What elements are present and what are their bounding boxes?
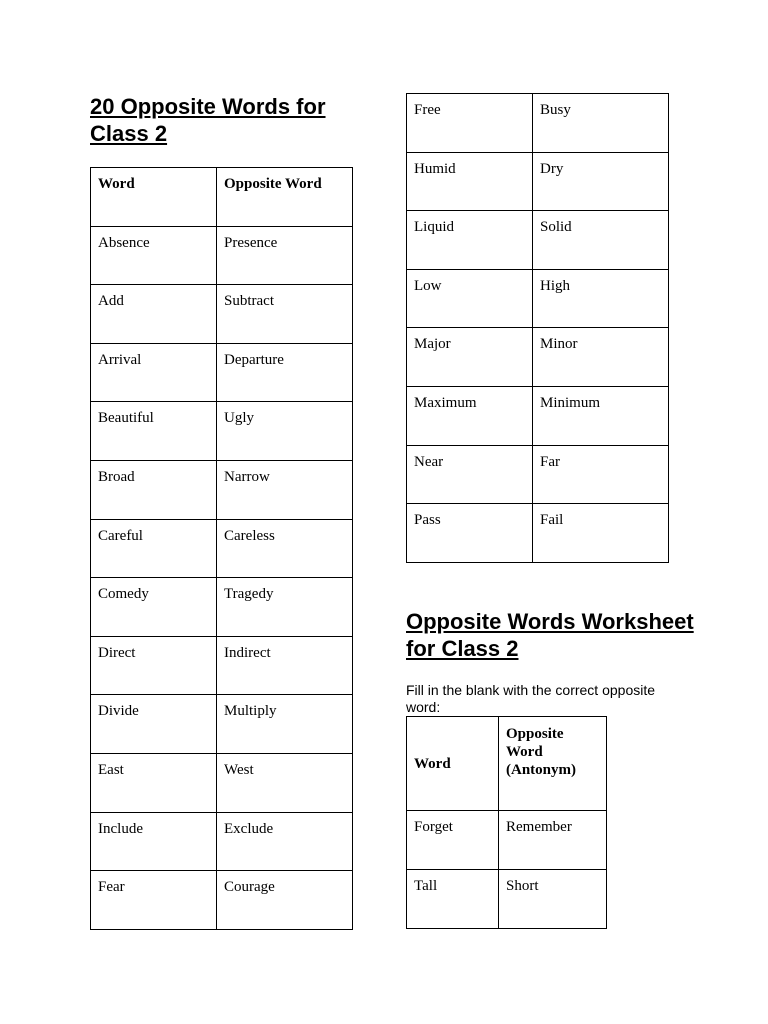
word-cell: Comedy xyxy=(91,578,217,637)
page-title: 20 Opposite Words for Class 2 xyxy=(90,94,326,146)
table-row xyxy=(407,504,669,563)
word-cell: Humid xyxy=(407,152,533,211)
word-cell: Free xyxy=(407,94,533,153)
table-row xyxy=(407,445,669,504)
opposite-cell: Tragedy xyxy=(217,578,353,637)
word-cell: Liquid xyxy=(407,211,533,270)
column-header-opposite: Opposite Word xyxy=(217,168,353,227)
table-row xyxy=(91,460,353,519)
table-row xyxy=(91,226,353,285)
table-row xyxy=(407,386,669,445)
table-row xyxy=(407,269,669,328)
table-row xyxy=(91,753,353,812)
column-header-word: Word xyxy=(407,717,499,811)
word-cell: Tall xyxy=(407,870,499,929)
table-row xyxy=(91,402,353,461)
word-cell: Major xyxy=(407,328,533,387)
opposite-cell: High xyxy=(533,269,669,328)
word-cell: Arrival xyxy=(91,343,217,402)
word-cell: Beautiful xyxy=(91,402,217,461)
opposite-cell: Far xyxy=(533,445,669,504)
opposite-cell: Departure xyxy=(217,343,353,402)
answer-cell: Remember xyxy=(499,811,607,870)
opposite-cell: Fail xyxy=(533,504,669,563)
column-header-word: Word xyxy=(91,168,217,227)
opposite-cell: West xyxy=(217,753,353,812)
table-row xyxy=(91,578,353,637)
opposite-cell: Narrow xyxy=(217,460,353,519)
table-header-row xyxy=(91,168,353,227)
word-cell: Fear xyxy=(91,871,217,930)
table-row xyxy=(91,343,353,402)
table-row xyxy=(91,812,353,871)
word-cell: Maximum xyxy=(407,386,533,445)
table-row xyxy=(407,870,607,929)
word-cell: Pass xyxy=(407,504,533,563)
table-row xyxy=(407,328,669,387)
table-row xyxy=(91,636,353,695)
opposite-cell: Dry xyxy=(533,152,669,211)
table-row xyxy=(407,152,669,211)
opposite-cell: Minor xyxy=(533,328,669,387)
word-cell: Add xyxy=(91,285,217,344)
table-row xyxy=(407,94,669,153)
opposite-words-table xyxy=(90,167,353,930)
opposite-cell: Presence xyxy=(217,226,353,285)
opposite-cell: Courage xyxy=(217,871,353,930)
opposite-cell: Indirect xyxy=(217,636,353,695)
opposite-cell: Solid xyxy=(533,211,669,270)
word-cell: Include xyxy=(91,812,217,871)
word-cell: Forget xyxy=(407,811,499,870)
opposite-cell: Minimum xyxy=(533,386,669,445)
answer-cell: Short xyxy=(499,870,607,929)
word-cell: Broad xyxy=(91,460,217,519)
table-header-row xyxy=(407,717,607,811)
word-cell: Careful xyxy=(91,519,217,578)
table-row xyxy=(91,871,353,930)
word-cell: East xyxy=(91,753,217,812)
worksheet-instructions: Fill in the blank with the correct opposite word: xyxy=(406,682,656,715)
table-row xyxy=(407,811,607,870)
word-cell: Low xyxy=(407,269,533,328)
word-cell: Absence xyxy=(91,226,217,285)
opposite-cell: Exclude xyxy=(217,812,353,871)
worksheet-title: Opposite Words Worksheet for Class 2 xyxy=(406,609,694,661)
word-cell: Divide xyxy=(91,695,217,754)
opposite-cell: Ugly xyxy=(217,402,353,461)
word-cell: Near xyxy=(407,445,533,504)
worksheet-table xyxy=(406,716,607,929)
table-row xyxy=(91,285,353,344)
column-header-antonym: Opposite Word (Antonym) xyxy=(499,717,607,811)
opposite-cell: Subtract xyxy=(217,285,353,344)
opposite-cell: Busy xyxy=(533,94,669,153)
table-row xyxy=(91,695,353,754)
table-row xyxy=(91,519,353,578)
opposite-cell: Multiply xyxy=(217,695,353,754)
table-row xyxy=(407,211,669,270)
opposite-cell: Careless xyxy=(217,519,353,578)
word-cell: Direct xyxy=(91,636,217,695)
opposite-words-table-continued xyxy=(406,93,669,563)
